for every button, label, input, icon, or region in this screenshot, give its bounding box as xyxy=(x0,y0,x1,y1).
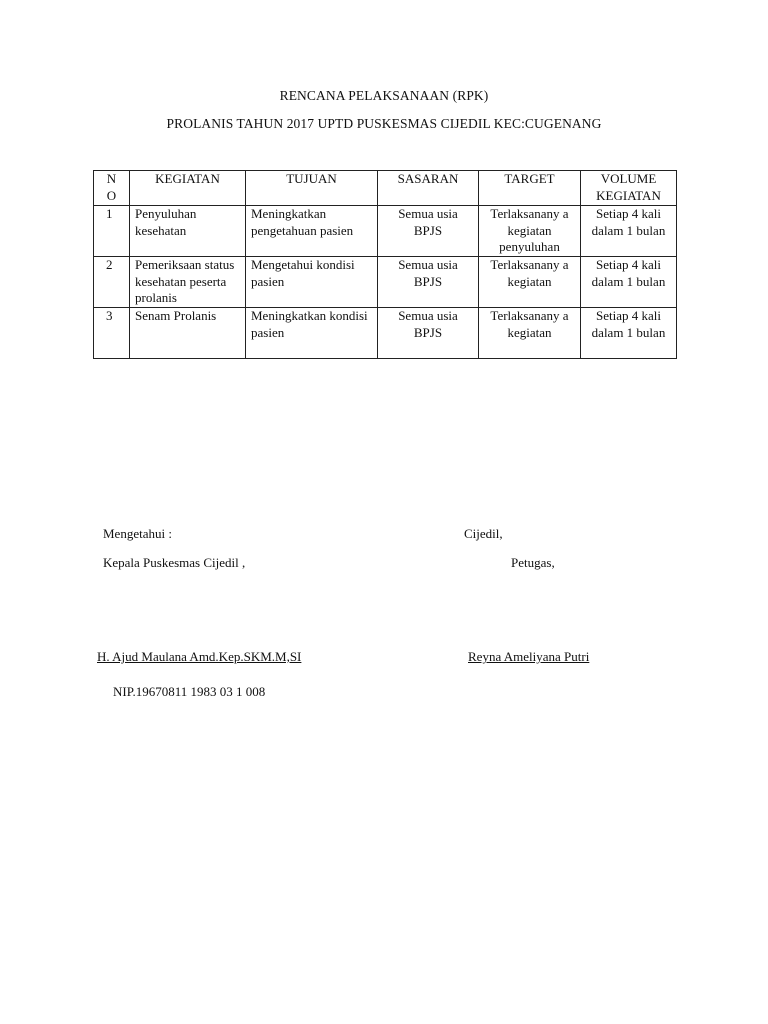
row-kegiatan: Pemeriksaan status kesehatan peserta prolanis xyxy=(130,257,246,308)
officer-title: Petugas, xyxy=(511,555,555,570)
table-row xyxy=(94,257,677,308)
officer-name: Reyna Ameliyana Putri xyxy=(468,649,590,664)
activity-plan-table xyxy=(93,170,677,359)
row-sasaran: Semua usia BPJS xyxy=(378,206,479,257)
document-title: RENCANA PELAKSANAAN (RPK) xyxy=(279,88,489,103)
column-header-sasaran: SASARAN xyxy=(378,171,479,206)
column-header-kegiatan: KEGIATAN xyxy=(130,171,246,206)
table-row xyxy=(94,308,677,359)
row-sasaran: Semua usia BPJS xyxy=(378,257,479,308)
head-title: Kepala Puskesmas Cijedil , xyxy=(103,555,246,570)
row-kegiatan: Penyuluhan kesehatan xyxy=(130,206,246,257)
row-tujuan: Mengetahui kondisi pasien xyxy=(246,257,378,308)
row-volume: Setiap 4 kali dalam 1 bulan xyxy=(581,257,677,308)
acknowledged-label: Mengetahui : xyxy=(103,526,172,541)
document-subtitle: PROLANIS TAHUN 2017 UPTD PUSKESMAS CIJEDIL KEC:CUGENANG xyxy=(166,116,602,131)
head-nip: NIP.19670811 1983 03 1 008 xyxy=(113,684,266,699)
row-volume: Setiap 4 kali dalam 1 bulan xyxy=(581,308,677,359)
row-tujuan: Meningkatkan pengetahuan pasien xyxy=(246,206,378,257)
row-number: 3 xyxy=(94,308,130,359)
column-header-no: N O xyxy=(94,171,130,206)
column-header-target: TARGET xyxy=(479,171,581,206)
row-kegiatan: Senam Prolanis xyxy=(130,308,246,359)
row-volume: Setiap 4 kali dalam 1 bulan xyxy=(581,206,677,257)
table-header-row xyxy=(94,171,677,206)
row-target: Terlaksanany a kegiatan xyxy=(479,257,581,308)
row-tujuan: Meningkatkan kondisi pasien xyxy=(246,308,378,359)
place-label: Cijedil, xyxy=(464,526,503,541)
head-name: H. Ajud Maulana Amd.Kep.SKM.M,SI xyxy=(97,649,302,664)
row-number: 2 xyxy=(94,257,130,308)
row-target: Terlaksanany a kegiatan xyxy=(479,308,581,359)
row-target: Terlaksanany a kegiatan penyuluhan xyxy=(479,206,581,257)
row-number: 1 xyxy=(94,206,130,257)
table-row xyxy=(94,206,677,257)
column-header-volume: VOLUME KEGIATAN xyxy=(581,171,677,206)
column-header-tujuan: TUJUAN xyxy=(246,171,378,206)
row-sasaran: Semua usia BPJS xyxy=(378,308,479,359)
